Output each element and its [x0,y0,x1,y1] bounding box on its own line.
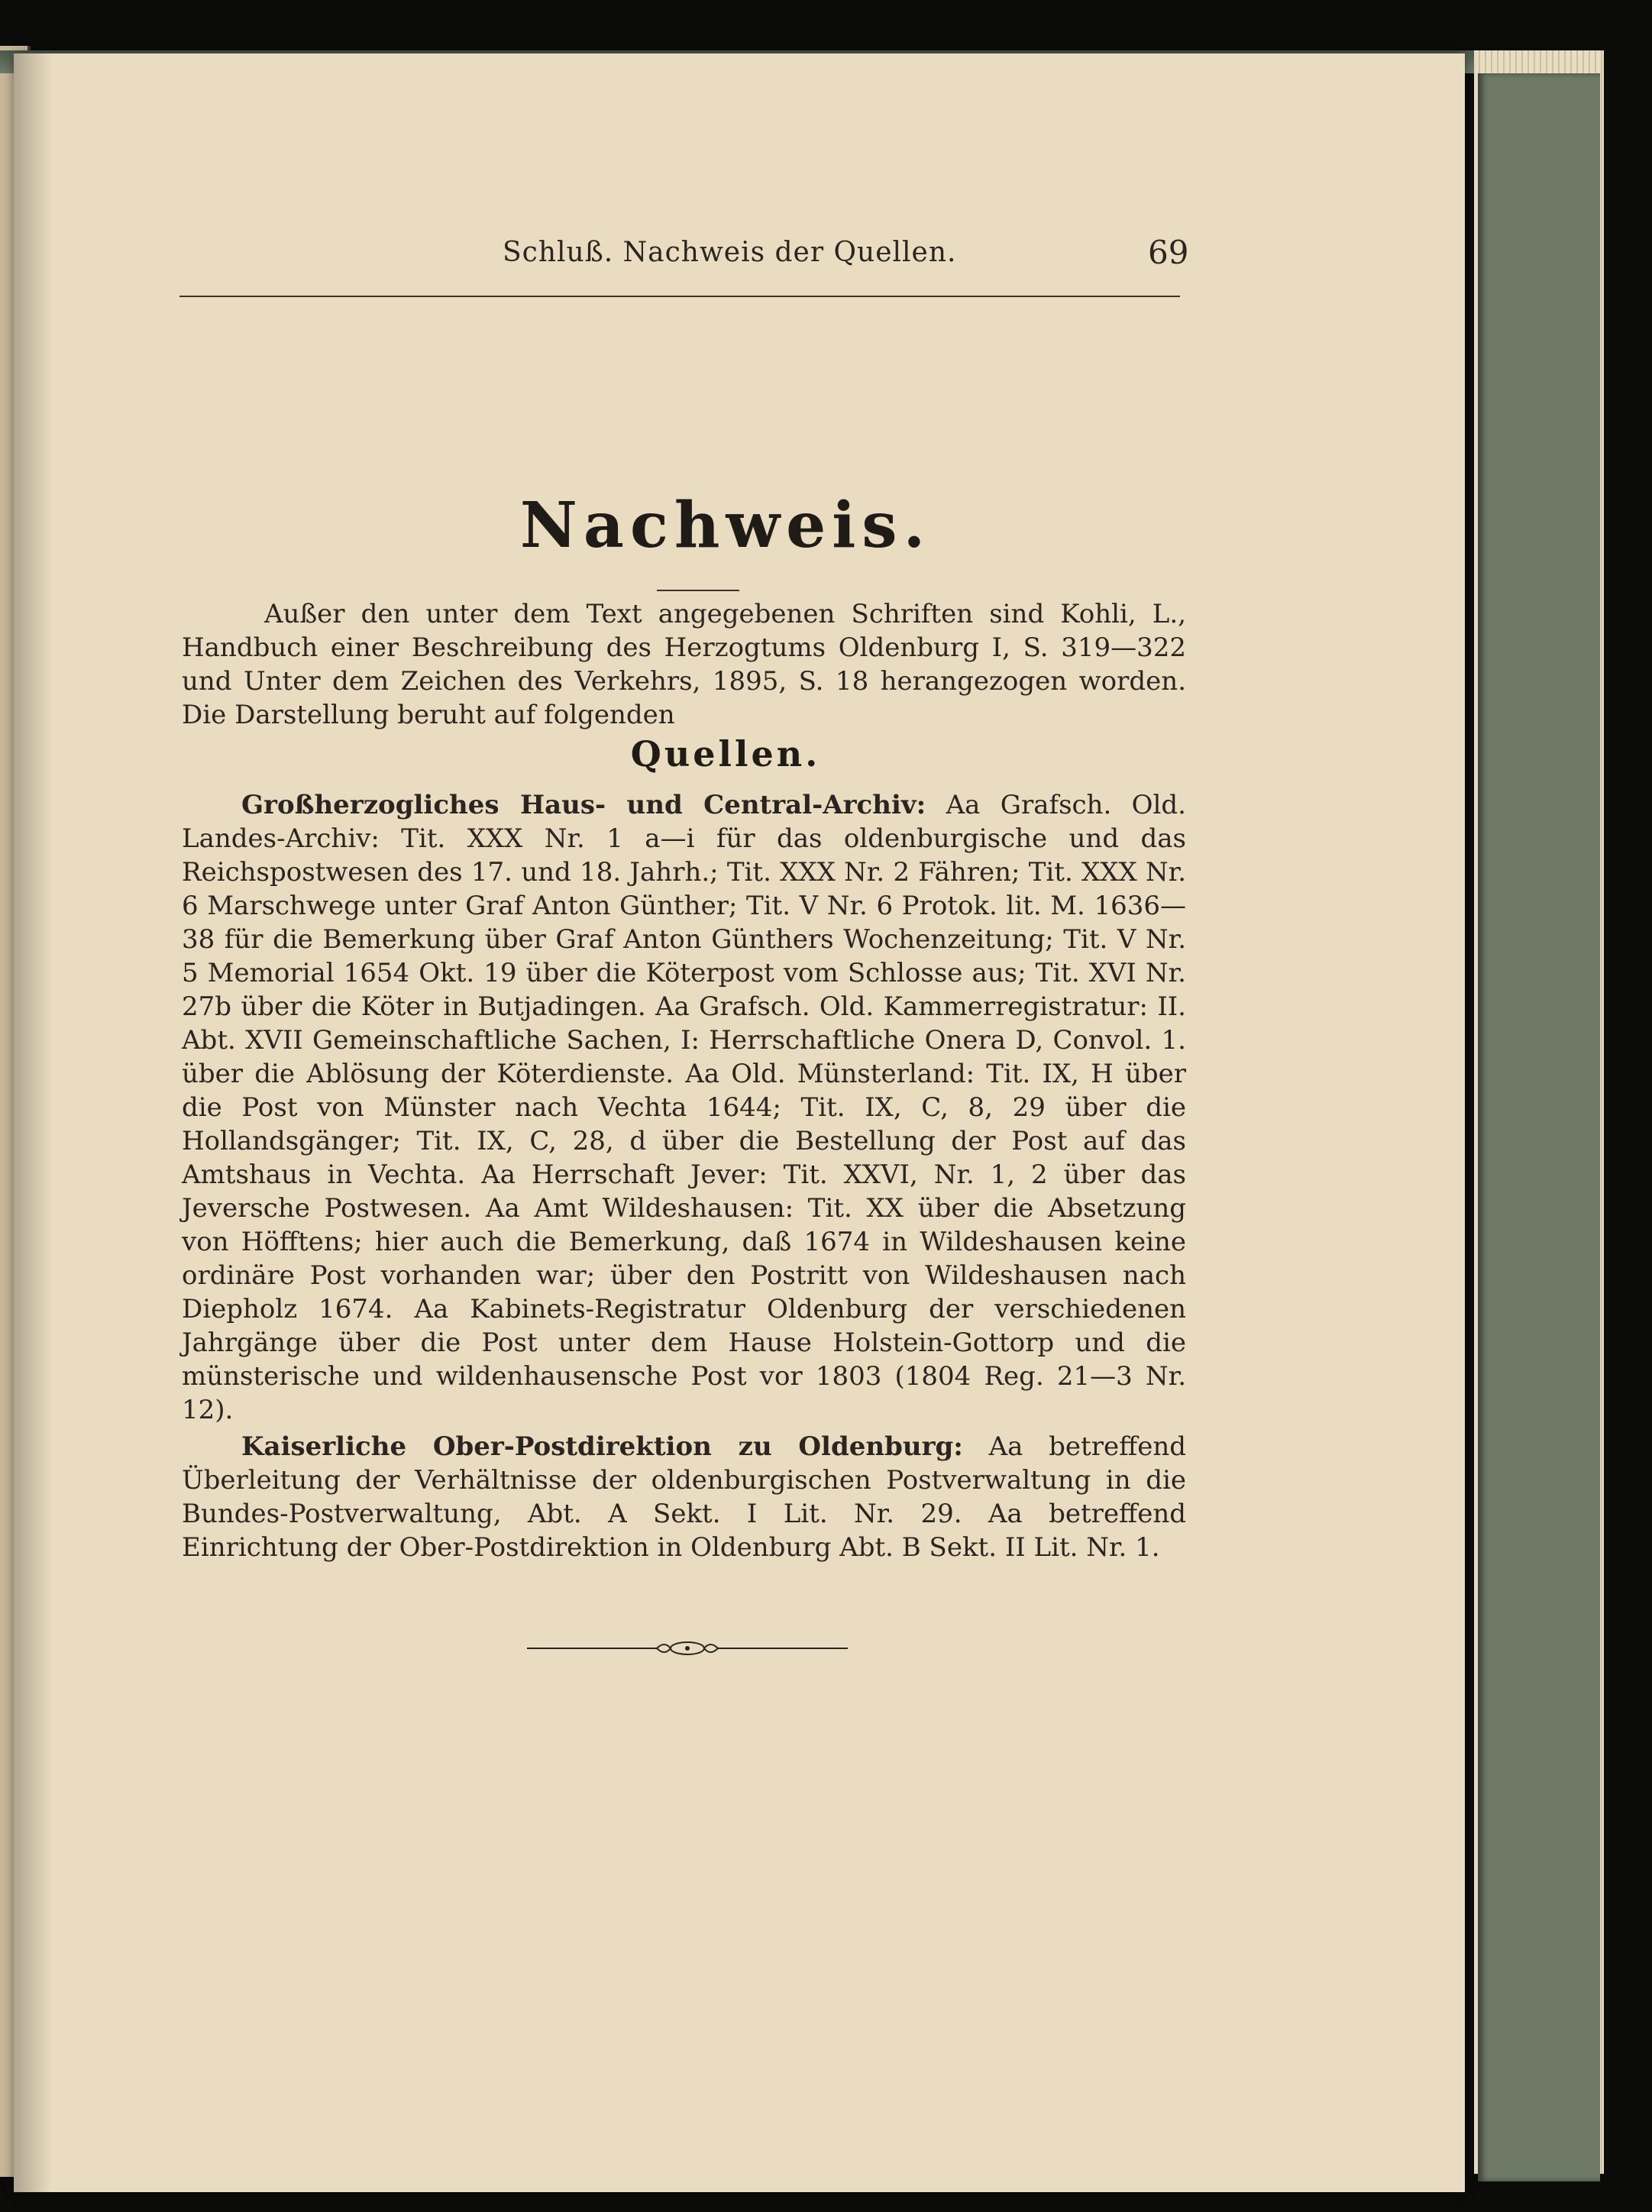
book-cover-right [1478,73,1600,2181]
gutter-shadow [14,53,52,2192]
ornament-dot [685,1646,690,1651]
intro-paragraph [182,597,1186,732]
ornament-flourish-right [704,1644,718,1652]
ornament-flourish-left [657,1644,671,1652]
source-text: Aa Grafsch. Old. Landes-Archiv: Tit. XXX Nr. 1 a—i für das oldenburgische und das Reichspostwesen des 17. und 18. Jahrh.; Tit. XXX Nr. 2 Fähren; Tit. XXX Nr. 6 Marschwege unter Graf Anton Günther; Tit. V Nr. 6 Protok. lit. M. 1636—38 für die Bemerkung über Graf Anton Günthers Wochenzeitung; Tit. V Nr. 5 Memorial 1654 Okt. 19 über die Köterpost vom Schlosse aus; Tit. XVI Nr. 27b über die Köter in Butjadingen. Aa Grafsch. Old. Kammerregistratur: II. Abt. XVII Gemeinschaftliche Sachen, I: Herrschaftliche Onera D, Convol. 1. über die Ablösung der Köterdienste. Aa Old. Münsterland: Tit. IX, H über die Post von Münster nach Vechta 1644; Tit. IX, C, 8, 29 über die Hollandsgänger; Tit. IX, C, 28, d über die Bestellung der Post auf das Amtshaus in Vechta. Aa Herrschaft Jever: Tit. XXVI, Nr. 1, 2 über das Jeversche Postwesen. Aa Amt Wildeshausen: Tit. XX über die Absetzung von Höfftens; hier auch die Bemerkung, daß 1674 in Wildeshausen keine ordinäre Post vorhanden war; über den Postritt von Wildeshausen nach Diepholz 1674. Aa Kabinets-Registratur Oldenburg der verschiedenen Jahrgänge über die Post unter dem Hause Holstein-Gottorp und die münsterische und wildenhausensche Post vor 1803 (1804 Reg. 21—3 Nr. 12). [182,790,1186,1425]
source-entry [182,1430,1186,1564]
sources-list [182,788,1186,1567]
title-rule [657,590,739,591]
source-text: Aa betreffend Überleitung der Verhältnisse der oldenburgischen Postverwaltung in die Bundes-Postverwaltung, Abt. A Sekt. I Lit. Nr. 29. Aa betreffend Einrichtung der Ober-Postdirektion in Oldenburg Abt. B Sekt. II Lit. Nr. 1. [182,1431,1187,1563]
source-label: Kaiserliche Ober-Postdirektion zu Oldenburg: [241,1431,963,1462]
source-entry [182,788,1186,1427]
ornament-divider [527,1633,848,1664]
header-rule [179,296,1180,297]
page-number: 69 [1148,234,1189,271]
running-title: Schluß. Nachweis der Quellen. [503,237,957,268]
page-title: Nachweis. [519,489,932,562]
sources-heading: Quellen. [630,733,821,775]
source-label: Großherzogliches Haus- und Central-Archiv: [241,790,926,820]
intro-text: Außer den unter dem Text angegebenen Schriften sind Kohli, L., Handbuch einer Beschreibung des Herzogtums Oldenburg I, S. 319—322 und Unter dem Zeichen des Verkehrs, 1895, S. 18 herangezogen worden. Die Darstellung beruht auf folgenden [182,599,1186,730]
